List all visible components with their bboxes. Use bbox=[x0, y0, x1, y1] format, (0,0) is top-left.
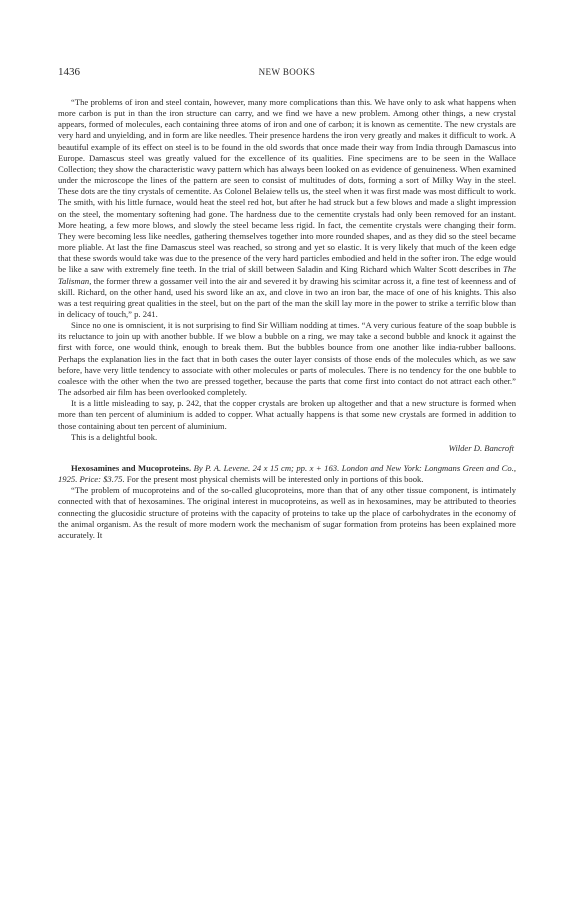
review2-intro: For the present most physical chemists will be interested only in portions of this book. bbox=[126, 474, 424, 485]
review1-paragraph-4: This is a delightful book. bbox=[71, 431, 158, 442]
review2-paragraph-2: “The problem of mucoproteins and of the so-called glucoproteins, more than that of any other tissue component, is intimately connected with that of hexosamines. The original interest in mucoproteins, as well as in hexosamines, may be attributed to theories connecting the glucosidic structure of proteins with the capacity of proteins to take up the place of carbohydrates in the economy of the animal organism. As the result of more modern work the mechanism of sugar formation from proteins has been explained more accurately. It bbox=[58, 485, 516, 540]
page-number: 1436 bbox=[58, 66, 80, 78]
running-title: NEW BOOKS bbox=[258, 67, 316, 77]
reviewer-signature: Wilder D. Bancroft bbox=[448, 442, 514, 453]
book-title-talisman: The Talisman bbox=[58, 264, 516, 286]
review2-citation: By P. A. Levene. 24 x 15 cm; pp. x + 163. London and New York: Longmans Green and Co., 1925. Price: $3.75. bbox=[58, 463, 516, 485]
review2-title: Hexosamines and Mucoproteins. bbox=[71, 463, 192, 473]
review1-paragraph-3: It is a little misleading to say, p. 242, that the copper crystals are broken up altogether and that a new structure is formed when more than ten percent of aluminium is added to copper. What actually happens is that some new crystals are formed in addition to those containing about ten percent of aluminium. bbox=[58, 398, 516, 431]
review1-paragraph-2: Since no one is omniscient, it is not surprising to find Sir William nodding at times. “A very curious feature of the soap bubble is its reluctance to join up with another bubble. If we blow a bubble on a ring, we may take a second bubble and knock it against the first with force, one would think, enough to break them. But the bubbles bounce from one another like india-rubber balloons. Perhaps the explanation lies in the fact that in both cases the outer layer consists of those ends of the molecules which, as we saw before, have very little tendency to associate with other molecules or parts of molecules. There is no tendency for the one bubble to coalesce with the other when the two are pressed together, because the parts that come first into contact do not attract each other.” The adsorbed air film has been overlooked completely. bbox=[58, 320, 516, 398]
review2-paragraph-1 bbox=[58, 463, 516, 485]
review1-paragraph-1: “The problems of iron and steel contain, however, many more complications than this. We have only to ask what happens when more carbon is put in than the iron structure can carry, and we find we have a new problem. Among other things, a new crystal appears, formed of molecules, each containing three atoms of iron and one of carbon; it is known as cementite. The new crystals are very hard and unyielding, and in form are like needles. Their presence hardens the iron very greatly and makes it difficult to work. A beautiful example of its effect on steel is to be found in the old swords that once made their way from India through Damascus into Europe. Damascus steel was greatly valued for the excellence of its qualities. Fine specimens are to be seen in the Wallace Collection; they show the characteristic wavy pattern which has always been looked on as evidence of genuineness. When examined under the microscope the lines of the pattern are seen to consist of multitudes of dots, forming a sort of Milky Way in the steel. These dots are the tiny crystals of cementite. As Colonel Belaiew tells us, the steel when it was first made was most difficult to work. The smith, with his little furnace, would heat the steel red hot, but after he had struck but a few blows and made a slight impression on the steel, the momentary softening had gone. The hardness due to the cementite crystals had only been removed for an instant. More heating, a few more blows, and slowly the steel became less rigid. In fact, the cementite crystals were changing their form. They were becoming less like needles, gathering themselves together into more rounded shapes, and as they did so the steel became more pliable. At last the fine Damascus steel was reached, so strong and yet so elastic. It is very likely that much of the keen edge that these swords would take was due to the presence of the very hard particles embodied and held in the softer iron. The edge would be like a saw with extremely fine teeth. In the trial of skill between Saladin and King Richard which Walter Scott describes in The Talisman, the former threw a gossamer veil into the air and severed it by drawing his scimitar across it, a fine test of keenness and of skill. Richard, on the other hand, used his sword like an ax, and clove in two an iron bar, the mace of one of his knights. This also was a test requiring great qualities in the steel, but on the part of the man the skill lay more in the power to strike a terrific blow than in delicacy of touch,” p. 241. bbox=[58, 97, 516, 319]
running-head bbox=[58, 66, 516, 80]
body-text bbox=[58, 97, 516, 541]
